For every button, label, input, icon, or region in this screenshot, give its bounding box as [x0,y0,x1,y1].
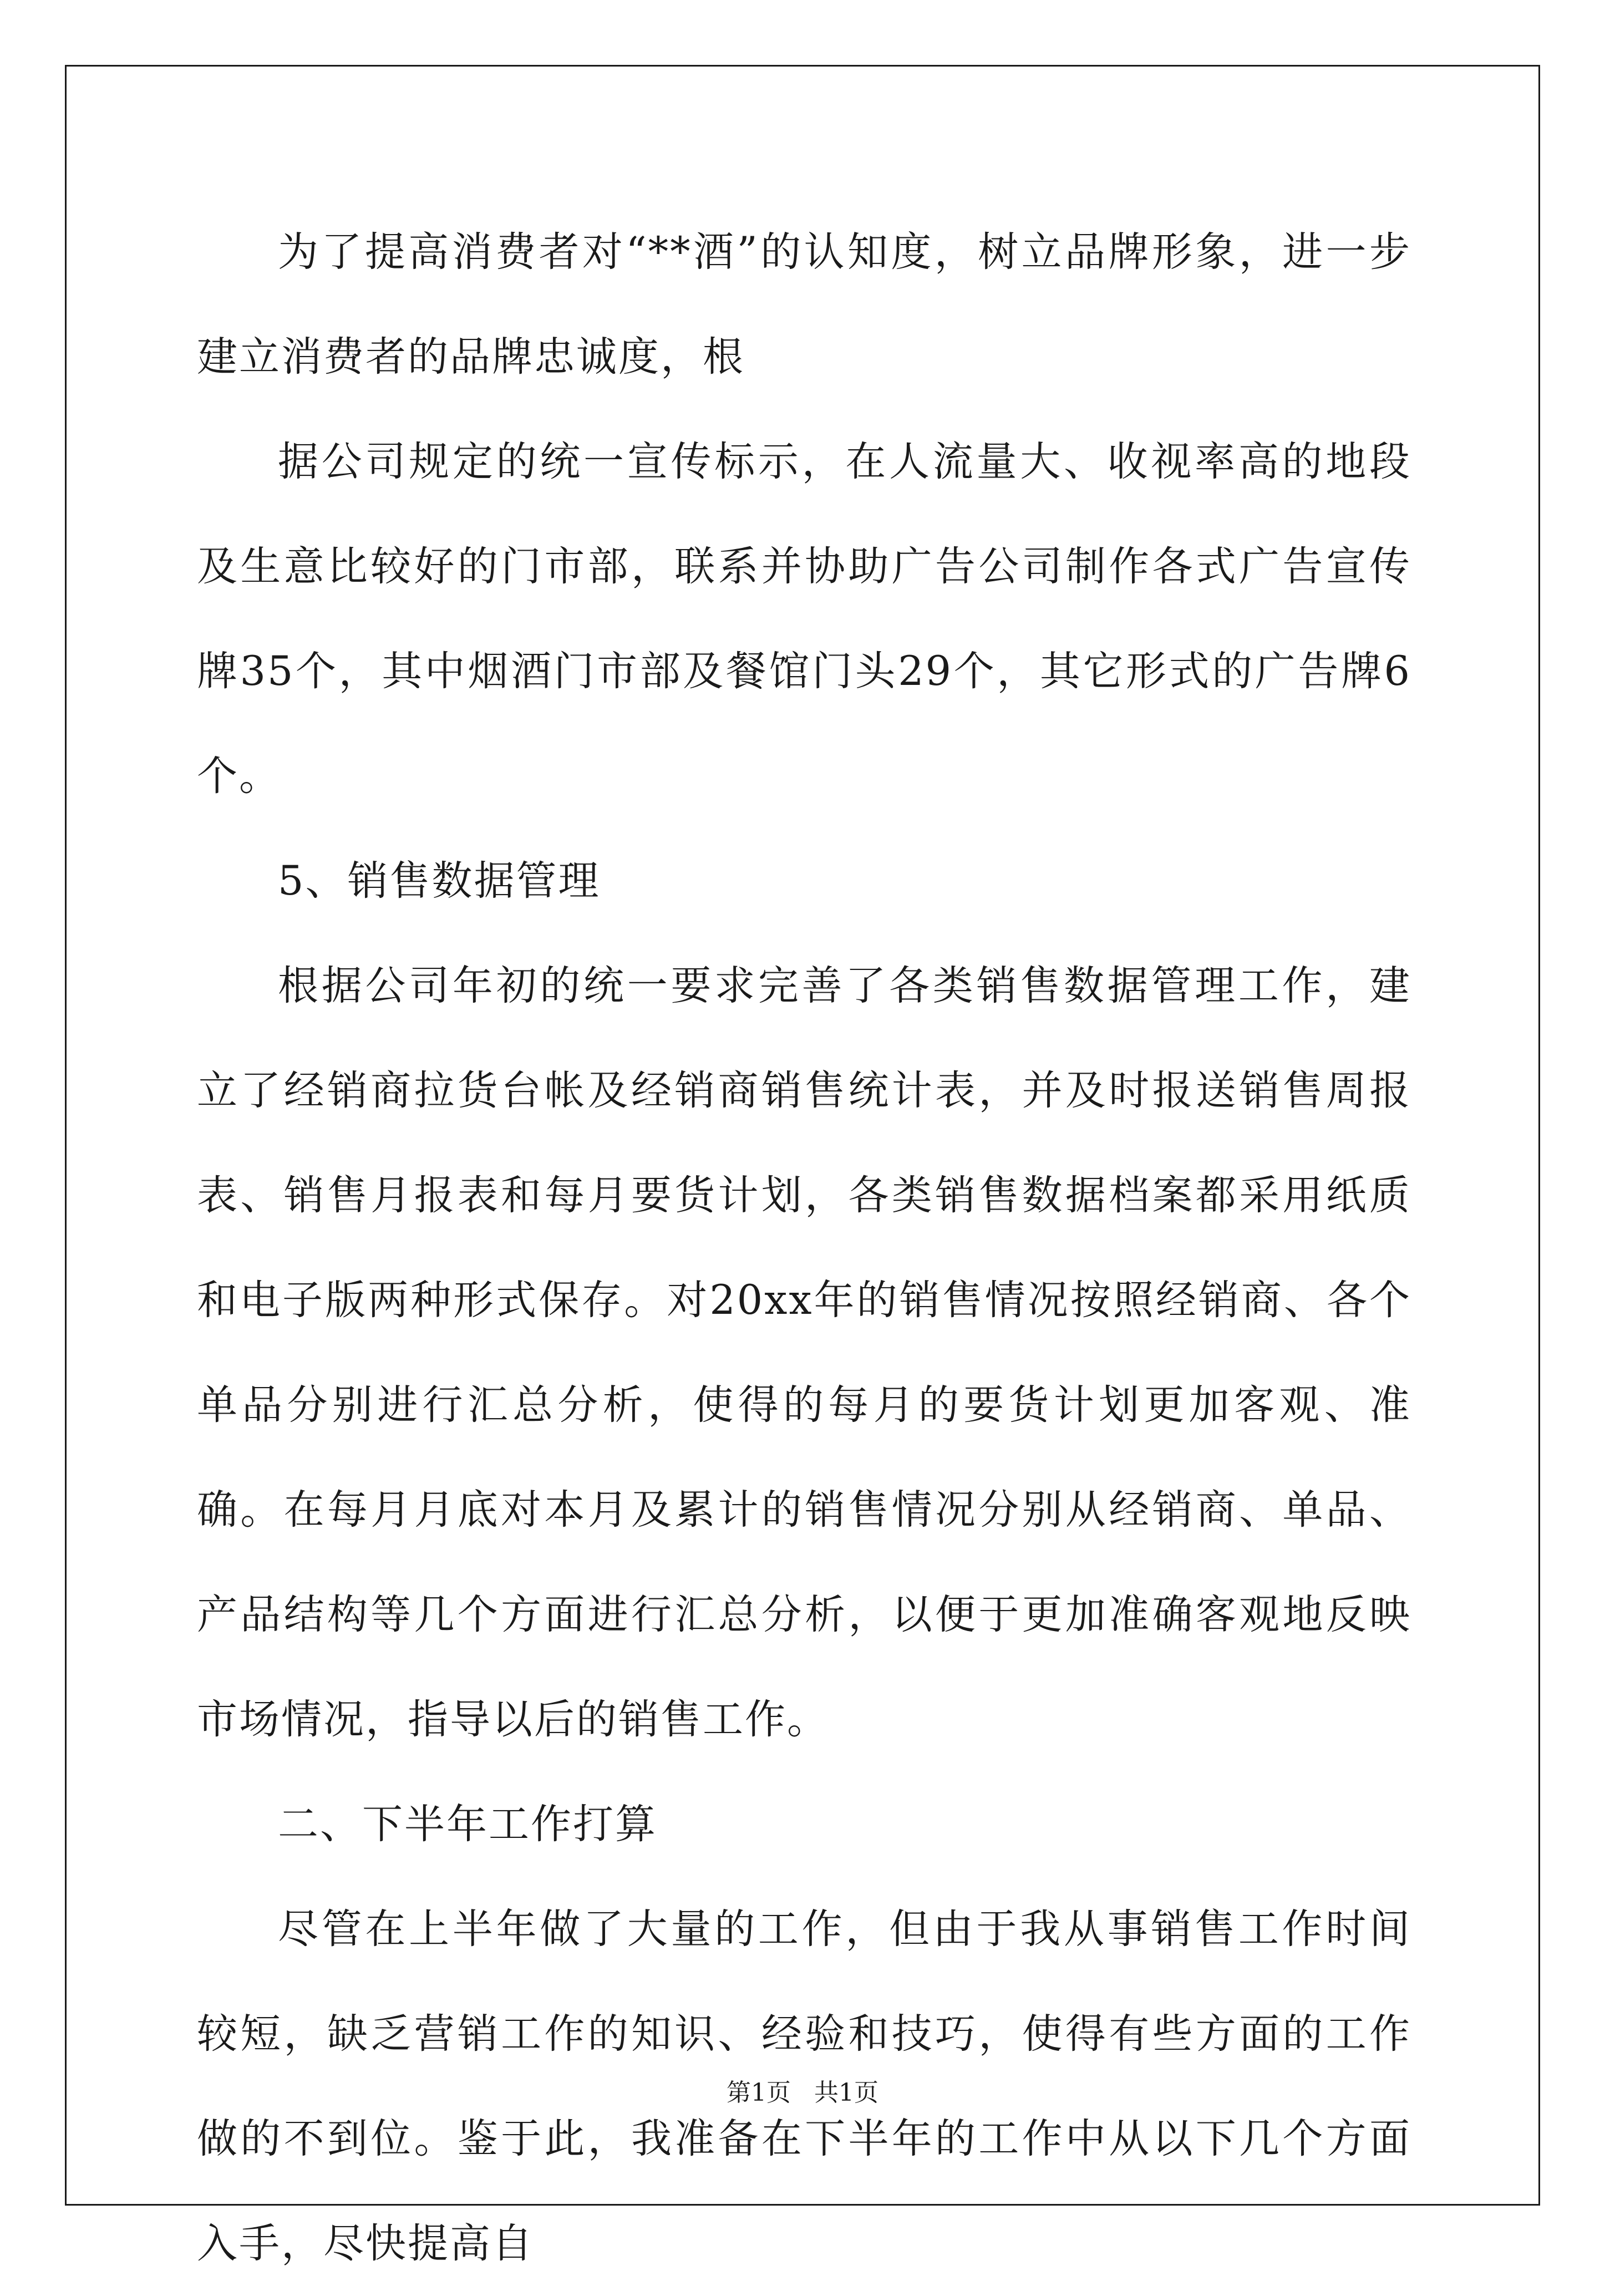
section-heading-sales-data: 5、销售数据管理 [278,857,601,905]
paragraph-advertising: 据公司规定的统一宣传标示，在人流量大、收视率高的地段及生意比较好的门市部，联系并协助广告公司制作各式广告宣传牌35个，其中烟酒门市部及餐馆门头29个，其它形式的广告牌6个。 [197,438,1411,800]
document-body [197,200,1411,2296]
page-number-footer: 第1页 共1页 [727,2079,878,2107]
section-heading-second-half-plan: 二、下半年工作打算 [278,1801,657,1848]
paragraph-second-half-plan: 尽管在上半年做了大量的工作，但由于我从事销售工作时间较短，缺乏营销工作的知识、经验和技巧，使得有些方面的工作做的不到位。鉴于此，我准备在下半年的工作中从以下几个方面入手，尽快提高自 [197,1906,1411,2267]
paragraph-brand-awareness: 为了提高消费者对“**酒”的认知度，树立品牌形象，进一步建立消费者的品牌忠诚度，根 [197,228,1411,380]
paragraph-sales-data: 根据公司年初的统一要求完善了各类销售数据管理工作，建立了经销商拉货台帐及经销商销售统计表，并及时报送销售周报表、销售月报表和每月要货计划，各类销售数据档案都采用纸质和电子版两种形式保存。对20xx年的销售情况按照经销商、各个单品分别进行汇总分析，使得的每月的要货计划更加客观、准确。在每月月底对本月及累计的销售情况分别从经销商、单品、产品结构等几个方面进行汇总分析，以便于更加准确客观地反映市场情况，指导以后的销售工作。 [197,962,1411,1743]
